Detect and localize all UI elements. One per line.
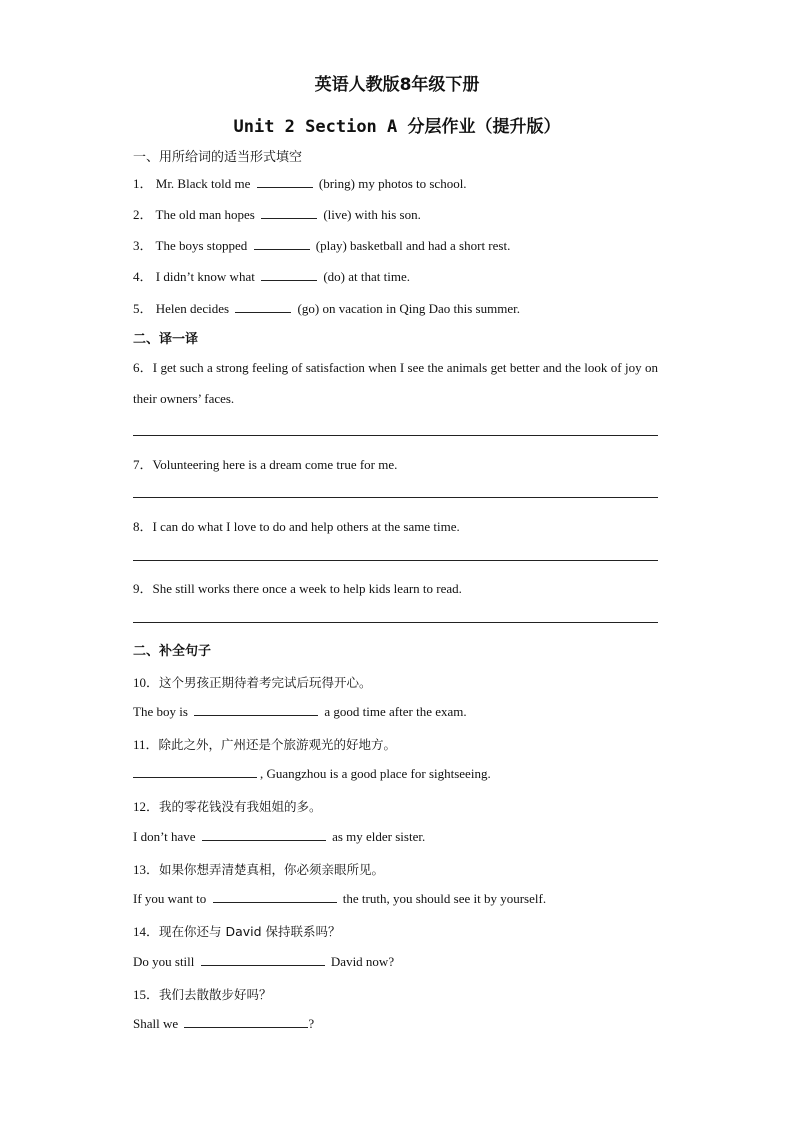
question-number: 2． bbox=[133, 207, 153, 222]
sentence-after: , Guangzhou is a good place for sightseeing. bbox=[260, 766, 491, 781]
answer-line-7[interactable] bbox=[133, 497, 658, 498]
answer-blank[interactable] bbox=[194, 703, 318, 716]
question-number: 7． bbox=[133, 457, 153, 472]
sentence-after: David now? bbox=[330, 954, 395, 969]
question-number: 3． bbox=[133, 238, 153, 253]
answer-blank[interactable] bbox=[235, 300, 291, 313]
question-number: 9． bbox=[133, 581, 153, 596]
question-10-sentence bbox=[133, 703, 467, 720]
question-number: 10． bbox=[133, 675, 160, 690]
question-text-after: (do) at that time. bbox=[323, 269, 410, 284]
answer-blank[interactable] bbox=[133, 765, 257, 778]
question-text-before: Mr. Black told me bbox=[155, 176, 251, 191]
question-text: Volunteering here is a dream come true for me. bbox=[152, 457, 398, 472]
question-12-prompt bbox=[133, 796, 322, 815]
question-text-after: (play) basketball and had a short rest. bbox=[315, 238, 511, 253]
sentence-after: ? bbox=[308, 1016, 315, 1031]
answer-blank[interactable] bbox=[201, 953, 325, 966]
chinese-prompt: 如果你想弄清楚真相，你必须亲眼所见。 bbox=[159, 862, 385, 877]
section-heading-fill-in: 一、用所给词的适当形式填空 bbox=[133, 150, 303, 165]
page-subtitle: Unit 2 Section A 分层作业（提升版） bbox=[233, 117, 561, 137]
question-10-prompt bbox=[133, 672, 372, 691]
question-15-prompt bbox=[133, 984, 272, 1003]
question-number: 12． bbox=[133, 799, 160, 814]
question-number: 14． bbox=[133, 924, 160, 939]
question-11-sentence bbox=[133, 765, 491, 782]
question-11-prompt bbox=[133, 734, 396, 753]
question-3 bbox=[133, 235, 510, 254]
question-number: 6． bbox=[133, 360, 153, 375]
chinese-prompt: 除此之外，广州还是个旅游观光的好地方。 bbox=[158, 737, 397, 752]
question-4 bbox=[133, 266, 410, 285]
question-number: 5． bbox=[133, 301, 153, 316]
question-7 bbox=[133, 454, 397, 473]
question-6 bbox=[133, 352, 658, 414]
question-text: I get such a strong feeling of satisfaction when I see the animals get better and the look of joy on their owners’ faces. bbox=[133, 360, 658, 406]
question-14-sentence bbox=[133, 953, 394, 970]
sentence-before: Shall we bbox=[133, 1016, 179, 1031]
question-14-prompt bbox=[133, 921, 341, 940]
question-text-after: (bring) my photos to school. bbox=[318, 176, 467, 191]
question-number: 8． bbox=[133, 519, 153, 534]
sentence-before: The boy is bbox=[133, 704, 188, 719]
chinese-prompt: 现在你还与 David 保持联系吗？ bbox=[159, 924, 341, 939]
page-title: 英语人教版8年级下册 bbox=[314, 75, 480, 95]
question-text: I can do what I love to do and help others at the same time. bbox=[152, 519, 460, 534]
question-12-sentence bbox=[133, 828, 425, 845]
question-number: 1． bbox=[133, 176, 153, 191]
question-number: 13． bbox=[133, 862, 160, 877]
question-text-before: Helen decides bbox=[155, 301, 230, 316]
sentence-before: Do you still bbox=[133, 954, 195, 969]
answer-line-8[interactable] bbox=[133, 560, 658, 561]
question-5 bbox=[133, 298, 520, 317]
question-text: She still works there once a week to help kids learn to read. bbox=[152, 581, 462, 596]
question-13-sentence bbox=[133, 890, 546, 907]
sentence-before: I don’t have bbox=[133, 829, 196, 844]
question-text-before: The old man hopes bbox=[155, 207, 255, 222]
section-heading-complete-sentences: 二、补全句子 bbox=[133, 644, 212, 659]
question-number: 15． bbox=[133, 987, 160, 1002]
sentence-after: a good time after the exam. bbox=[324, 704, 467, 719]
question-15-sentence bbox=[133, 1015, 314, 1032]
sentence-after: as my elder sister. bbox=[332, 829, 426, 844]
question-2 bbox=[133, 204, 421, 223]
answer-line-9[interactable] bbox=[133, 622, 658, 623]
answer-line-6[interactable] bbox=[133, 435, 658, 436]
answer-blank[interactable] bbox=[254, 237, 310, 250]
question-text-before: I didn’t know what bbox=[155, 269, 255, 284]
question-number: 11． bbox=[133, 737, 159, 752]
chinese-prompt: 我的零花钱没有我姐姐的多。 bbox=[159, 799, 322, 814]
answer-blank[interactable] bbox=[184, 1015, 308, 1028]
question-text-before: The boys stopped bbox=[155, 238, 248, 253]
chinese-prompt: 这个男孩正期待着考完试后玩得开心。 bbox=[159, 675, 372, 690]
section-heading-translate: 二、译一译 bbox=[133, 332, 199, 347]
answer-blank[interactable] bbox=[213, 890, 337, 903]
answer-blank[interactable] bbox=[261, 268, 317, 281]
sentence-before: If you want to bbox=[133, 891, 207, 906]
question-text-after: (live) with his son. bbox=[323, 207, 421, 222]
question-number: 4． bbox=[133, 269, 153, 284]
answer-blank[interactable] bbox=[261, 206, 317, 219]
question-1 bbox=[133, 173, 467, 192]
question-13-prompt bbox=[133, 859, 384, 878]
answer-blank[interactable] bbox=[257, 175, 313, 188]
sentence-after: the truth, you should see it by yourself. bbox=[342, 891, 547, 906]
answer-blank[interactable] bbox=[202, 828, 326, 841]
chinese-prompt: 我们去散散步好吗？ bbox=[159, 987, 272, 1002]
question-8 bbox=[133, 516, 460, 535]
question-9 bbox=[133, 578, 462, 597]
question-text-after: (go) on vacation in Qing Dao this summer. bbox=[297, 301, 520, 316]
